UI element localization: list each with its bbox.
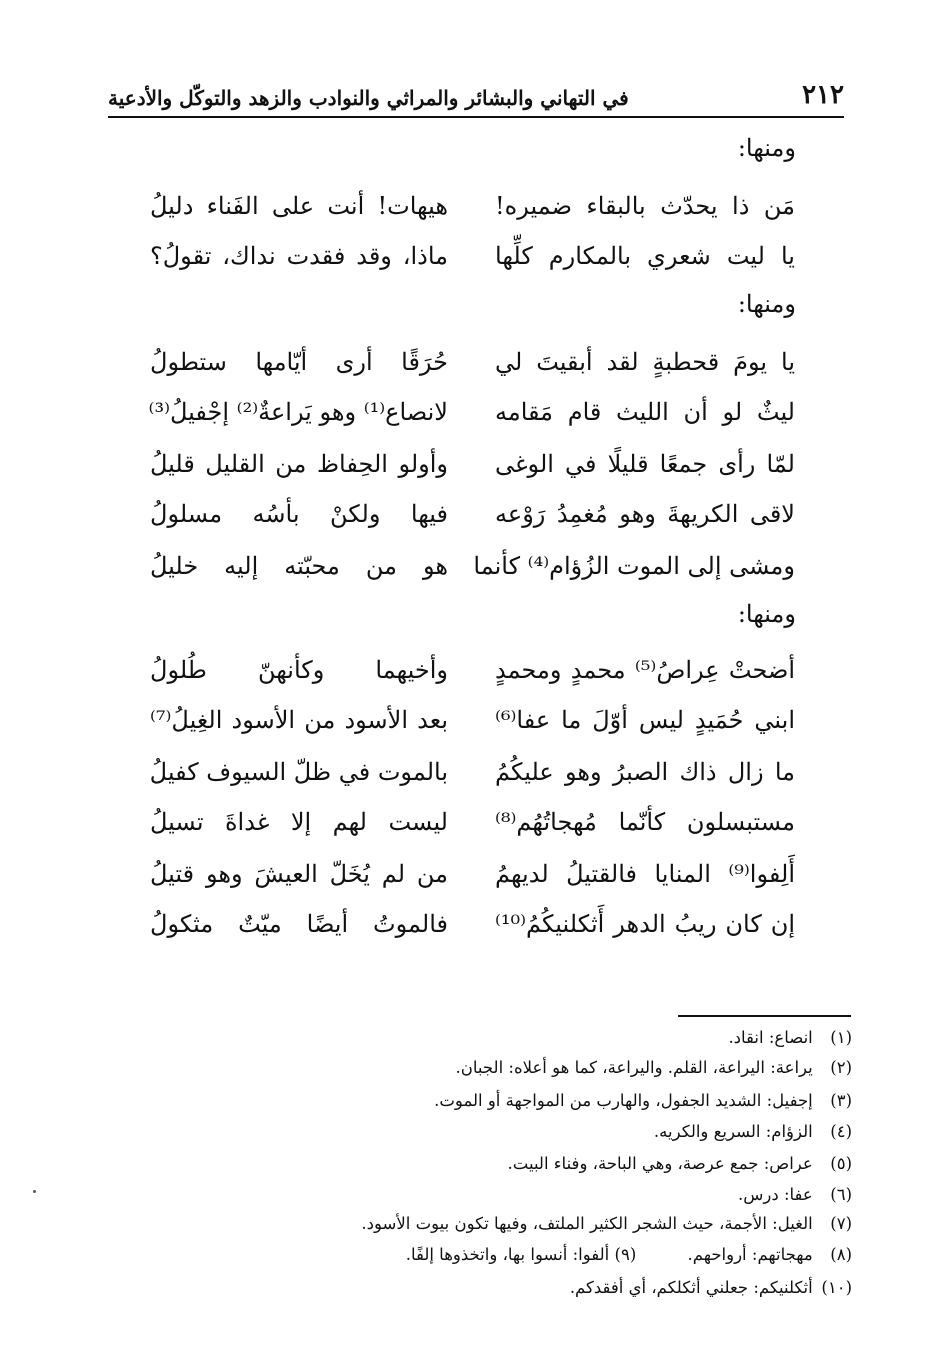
footnote-text: انصاع: انقاد. — [728, 1028, 813, 1047]
page-number: ٢١٢ — [802, 80, 844, 110]
footnote-number: (٥) — [830, 1154, 852, 1173]
footnote — [434, 1091, 852, 1110]
section-label: ومنها: — [737, 134, 796, 162]
verse-line — [150, 494, 795, 534]
verse-line — [150, 752, 795, 792]
footnote-number: (٣) — [830, 1091, 852, 1110]
second-hemistich: حُرَقًا أرى أيّامها ستطولُ — [150, 348, 448, 376]
verse-line — [150, 854, 795, 894]
second-hemistich: ليست لهم إلا غداةَ تسيلُ — [150, 808, 448, 836]
footnote-text: عراص: جمع عرصة، وهي الباحة، وفناء البيت. — [507, 1154, 813, 1173]
section-label: ومنها: — [737, 600, 796, 628]
first-hemistich: مَن ذا يحدّث بالبقاء ضميره! — [495, 192, 795, 220]
footnote-number: (٢) — [830, 1058, 852, 1077]
footnote-text: يراعة: اليراعة، القلم. واليراعة، كما هو أعلاه: الجبان. — [455, 1058, 813, 1077]
footnote-text: إجفيل: الشديد الجفول، والهارب من المواجهة أو الموت. — [434, 1091, 813, 1110]
second-hemistich: من لم يُخَلّ العيشَ وهو قتيلُ — [150, 860, 448, 888]
footnote-number: (١٠) — [821, 1278, 852, 1297]
footnote-number: (٧) — [830, 1214, 852, 1233]
first-hemistich: ومشى إلى الموت الزُؤام⁽⁴⁾ كأنما — [473, 552, 795, 580]
header-title: في التهاني والبشائر والمراثي والنوادب والزهد والتوكّل والأدعية — [108, 86, 629, 110]
second-hemistich: بالموت في ظلّ السيوف كفيلُ — [149, 758, 448, 786]
second-hemistich: هو من محبّته إليه خليلُ — [150, 552, 448, 580]
footnote — [738, 1185, 852, 1204]
first-hemistich: يا يومَ قحطبةٍ لقد أبقيتَ لي — [495, 348, 795, 376]
footnote-number: (٤) — [830, 1122, 852, 1141]
first-hemistich: مستبسلون كأنّما مُهجاتُهُم⁽⁸⁾ — [495, 808, 795, 836]
running-header — [108, 78, 844, 118]
second-hemistich: ماذا، وقد فقدت نداك، تقولُ؟ — [150, 242, 448, 270]
footnote-text: مهجاتهم: أرواحهم. — [687, 1245, 813, 1264]
first-hemistich: أضحتْ عِراصُ⁽⁵⁾ محمدٍ ومحمدٍ — [495, 656, 795, 684]
verse-line — [150, 904, 795, 944]
footnote — [456, 1058, 852, 1077]
first-hemistich: ابني حُمَيدٍ ليس أوّلَ ما عفا⁽⁶⁾ — [495, 706, 795, 734]
verse-line — [150, 700, 795, 740]
verse-line — [150, 444, 795, 484]
first-hemistich: أَلِفوا⁽⁹⁾ المنايا فالقتيلُ لديهمُ — [495, 860, 795, 888]
second-hemistich: فيها ولكنْ بأسُه مسلولُ — [150, 500, 448, 528]
footnote-text: عفا: درس. — [738, 1185, 813, 1204]
verse-line — [150, 342, 795, 382]
second-hemistich: وأولو الحِفاظ من القليل قليلُ — [150, 450, 448, 478]
second-hemistich: هيهات! أنت على الفَناء دليلُ — [150, 192, 448, 220]
section-label: ومنها: — [737, 290, 796, 318]
verse-line — [150, 186, 795, 226]
footnote — [570, 1278, 852, 1297]
footnote-text: الزؤام: السريع والكريه. — [653, 1122, 813, 1141]
footnote — [406, 1245, 852, 1264]
verse-line — [150, 802, 795, 842]
first-hemistich: يا ليت شعري بالمكارم كلِّها — [495, 242, 795, 270]
second-hemistich: وأخيهما وكأنهنّ طُلولُ — [150, 656, 448, 684]
verse-line — [150, 650, 795, 690]
second-hemistich: بعد الأسود من الأسود الغِيلُ⁽⁷⁾ — [150, 706, 448, 734]
verse-line — [150, 392, 795, 432]
verse-line — [150, 546, 795, 586]
footnote-separator — [678, 1015, 851, 1017]
footnote-number: (٩) — [614, 1245, 637, 1264]
footnote-number: (١) — [830, 1028, 852, 1047]
footnote — [654, 1122, 852, 1141]
verse-line — [150, 236, 795, 276]
first-hemistich: ما زال ذاك الصبرُ وهو عليكُمُ — [495, 758, 795, 786]
second-hemistich: فالموتُ أيضًا ميّتٌ مثكولُ — [150, 910, 448, 938]
footnote — [361, 1214, 852, 1233]
first-hemistich: لاقى الكريهةَ وهو مُغمِدُ رَوْعه — [495, 500, 795, 528]
scan-speck — [33, 1190, 36, 1193]
footnote-text: ألفوا: أنسوا بها، واتخذوها إلفًا. — [405, 1245, 610, 1264]
footnote-number: (٦) — [830, 1185, 852, 1204]
footnote-number: (٨) — [830, 1245, 852, 1264]
footnote-text: أثكلنيكم: جعلني أثكلكم، أي أفقدكم. — [569, 1278, 813, 1297]
second-hemistich: لانصاع⁽¹⁾ وهو يَراعةٌ⁽²⁾ إجْفيلُ⁽³⁾ — [148, 398, 448, 426]
first-hemistich: لمّا رأى جمعًا قليلًا في الوغى — [495, 450, 795, 478]
first-hemistich: ليثٌ لو أن الليث قام مَقامه — [495, 398, 795, 426]
footnote — [728, 1028, 852, 1047]
footnote-text: الغيل: الأجمة، حيث الشجر الكثير الملتف، وفيها تكون بيوت الأسود. — [361, 1214, 813, 1233]
first-hemistich: إن كان ريبُ الدهر أَثكلنيكُمُ⁽¹⁰⁾ — [495, 910, 795, 938]
footnote — [508, 1154, 852, 1173]
